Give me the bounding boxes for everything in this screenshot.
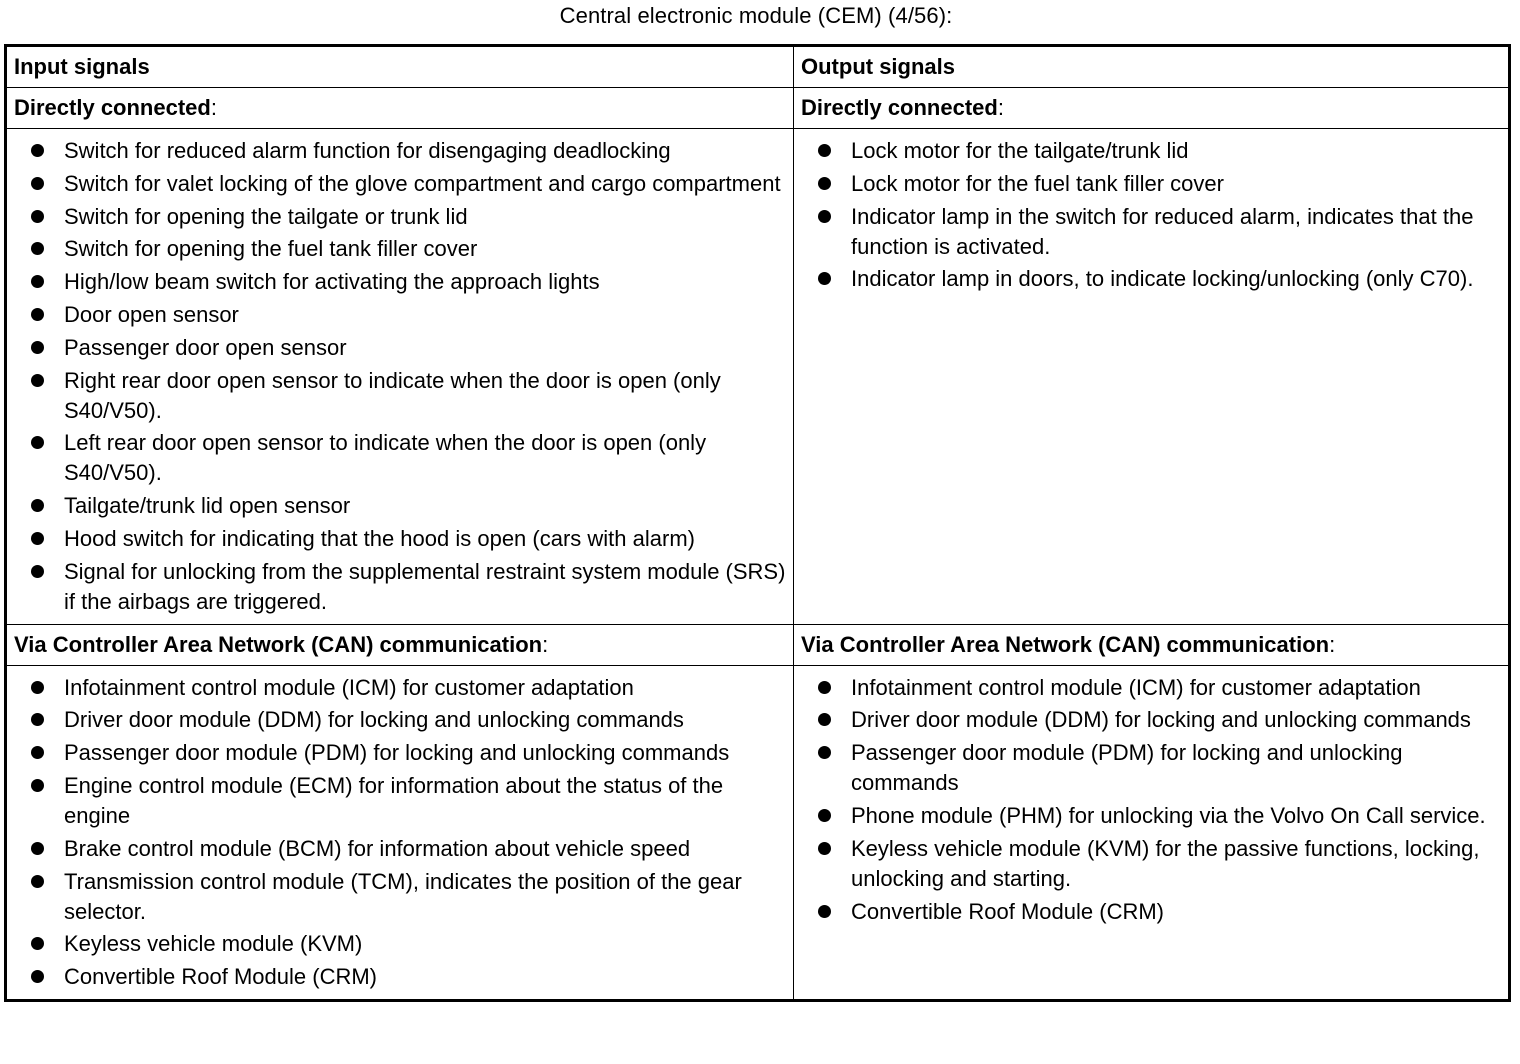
list-item [7, 867, 793, 927]
list-item [7, 834, 793, 864]
can-output-list [794, 666, 1508, 934]
bullet-icon [818, 809, 831, 822]
list-item [7, 300, 793, 330]
list-item-text: Hood switch for indicating that the hood is open (cars with alarm) [64, 525, 695, 551]
bullet-icon [31, 242, 44, 255]
list-item-text: Infotainment control module (ICM) for customer adaptation [851, 674, 1421, 700]
list-item-text: Indicator lamp in the switch for reduced alarm, indicates that the function is activated. [851, 203, 1474, 259]
bullet-icon [31, 144, 44, 157]
list-item-text: Keyless vehicle module (KVM) [64, 931, 363, 957]
bullet-icon [818, 842, 831, 855]
bullet-icon [818, 272, 831, 285]
bullet-icon [31, 210, 44, 223]
list-item [7, 491, 793, 521]
can-input-list [7, 666, 793, 999]
direct-output-cell [794, 129, 1510, 625]
bullet-icon [818, 746, 831, 759]
bullet-icon [818, 210, 831, 223]
list-item-text: Switch for reduced alarm function for disengaging deadlocking [64, 138, 671, 163]
list-item [794, 264, 1508, 294]
list-item-text: Keyless vehicle module (KVM) for the passive functions, locking, unlocking and starting. [851, 835, 1480, 891]
list-item-text: Driver door module (DDM) for locking and unlocking commands [64, 707, 684, 733]
table-header-row [6, 46, 1510, 88]
can-items-row [6, 665, 1510, 1000]
bullet-icon [31, 842, 44, 855]
can-input-header-cell [6, 624, 794, 665]
list-item-text: Transmission control module (TCM), indicates the position of the gear selector. [64, 868, 742, 924]
list-item-text: Right rear door open sensor to indicate when the door is open (only S40/V50). [64, 367, 721, 423]
can-output-header-cell [794, 624, 1510, 665]
input-signals-heading: Input signals [14, 54, 150, 79]
list-item-text: Convertible Roof Module (CRM) [851, 898, 1164, 924]
bullet-icon [31, 746, 44, 759]
list-item-text: Lock motor for the fuel tank filler cover [851, 170, 1224, 196]
bullet-icon [31, 681, 44, 694]
list-item [794, 897, 1508, 927]
list-item-text: Lock motor for the tailgate/trunk lid [851, 138, 1189, 163]
list-item [794, 738, 1508, 798]
can-output-label: Via Controller Area Network (CAN) communication [801, 631, 1330, 657]
list-item-text: Switch for opening the fuel tank filler cover [64, 236, 478, 262]
list-item [794, 801, 1508, 831]
list-item [794, 169, 1508, 199]
direct-input-list [7, 129, 793, 624]
bullet-icon [31, 308, 44, 321]
list-item [7, 673, 793, 703]
can-section-header-row [6, 624, 1510, 665]
list-item [794, 705, 1508, 735]
list-item [794, 673, 1508, 703]
bullet-icon [818, 713, 831, 726]
list-item-text: Infotainment control module (ICM) for customer adaptation [64, 674, 634, 700]
list-item-text: Passenger door open sensor [64, 334, 347, 360]
list-item [794, 834, 1508, 894]
can-output-cell [794, 665, 1510, 1000]
list-item-text: Convertible Roof Module (CRM) [64, 964, 377, 990]
list-item [7, 202, 793, 232]
list-item [7, 771, 793, 831]
list-item-text: Switch for opening the tailgate or trunk lid [64, 203, 468, 229]
bullet-icon [31, 532, 44, 545]
direct-output-header-cell [794, 88, 1510, 129]
list-item-text: Driver door module (DDM) for locking and unlocking commands [851, 707, 1471, 733]
list-item-text: Passenger door module (PDM) for locking and unlocking commands [851, 740, 1403, 796]
direct-input-section-heading: Directly connected: [14, 95, 217, 120]
list-item [7, 234, 793, 264]
direct-input-header-cell [6, 88, 794, 129]
list-item [794, 136, 1508, 166]
can-input-section-heading: Via Controller Area Network (CAN) communication: [14, 631, 549, 657]
bullet-icon [31, 970, 44, 983]
bullet-icon [31, 875, 44, 888]
list-item-text: Signal for unlocking from the supplemental restraint system module (SRS) if the airbags are triggered. [64, 558, 786, 614]
output-signals-heading: Output signals [801, 54, 955, 79]
bullet-icon [31, 499, 44, 512]
direct-input-cell [6, 129, 794, 625]
list-item [7, 267, 793, 297]
list-item [7, 428, 793, 488]
list-item-text: Phone module (PHM) for unlocking via the Volvo On Call service. [851, 802, 1486, 828]
bullet-icon [31, 374, 44, 387]
list-item-text: Switch for valet locking of the glove compartment and cargo compartment [64, 170, 781, 196]
can-input-cell [6, 665, 794, 1000]
list-item [7, 333, 793, 363]
list-item-text: High/low beam switch for activating the approach lights [64, 269, 600, 295]
direct-output-label: Directly connected [801, 95, 998, 120]
list-item [7, 524, 793, 554]
bullet-icon [818, 144, 831, 157]
input-signals-header [6, 46, 794, 88]
can-output-section-heading: Via Controller Area Network (CAN) communication: [801, 631, 1336, 657]
list-item [7, 557, 793, 617]
list-item-text: Brake control module (BCM) for information about vehicle speed [64, 835, 691, 861]
list-item-text: Indicator lamp in doors, to indicate locking/unlocking (only C70). [851, 266, 1474, 292]
signals-table [4, 44, 1511, 1002]
bullet-icon [31, 779, 44, 792]
bullet-icon [31, 177, 44, 190]
bullet-icon [31, 341, 44, 354]
list-item-text: Passenger door module (PDM) for locking and unlocking commands [64, 740, 730, 766]
direct-items-row [6, 129, 1510, 625]
list-item-text: Left rear door open sensor to indicate when the door is open (only S40/V50). [64, 430, 707, 486]
list-item-text: Engine control module (ECM) for information about the status of the engine [64, 772, 724, 828]
list-item [7, 169, 793, 199]
list-item [7, 705, 793, 735]
bullet-icon [31, 565, 44, 578]
bullet-icon [818, 905, 831, 918]
bullet-icon [31, 713, 44, 726]
list-item-text: Tailgate/trunk lid open sensor [64, 493, 351, 519]
page-title: Central electronic module (CEM) (4/56): [559, 3, 953, 28]
output-signals-header [794, 46, 1510, 88]
bullet-icon [818, 681, 831, 694]
bullet-icon [31, 937, 44, 950]
direct-section-header-row [6, 88, 1510, 129]
bullet-icon [31, 436, 44, 449]
bullet-icon [818, 177, 831, 190]
direct-output-list [794, 129, 1508, 301]
direct-input-label: Directly connected [14, 95, 211, 120]
direct-output-section-heading: Directly connected: [801, 95, 1004, 120]
list-item [794, 202, 1508, 262]
list-item [7, 136, 793, 166]
list-item [7, 366, 793, 426]
can-input-label: Via Controller Area Network (CAN) communication [14, 631, 543, 657]
list-item [7, 738, 793, 768]
list-item-text: Door open sensor [64, 301, 239, 327]
bullet-icon [31, 275, 44, 288]
list-item [7, 929, 793, 959]
list-item [7, 962, 793, 992]
